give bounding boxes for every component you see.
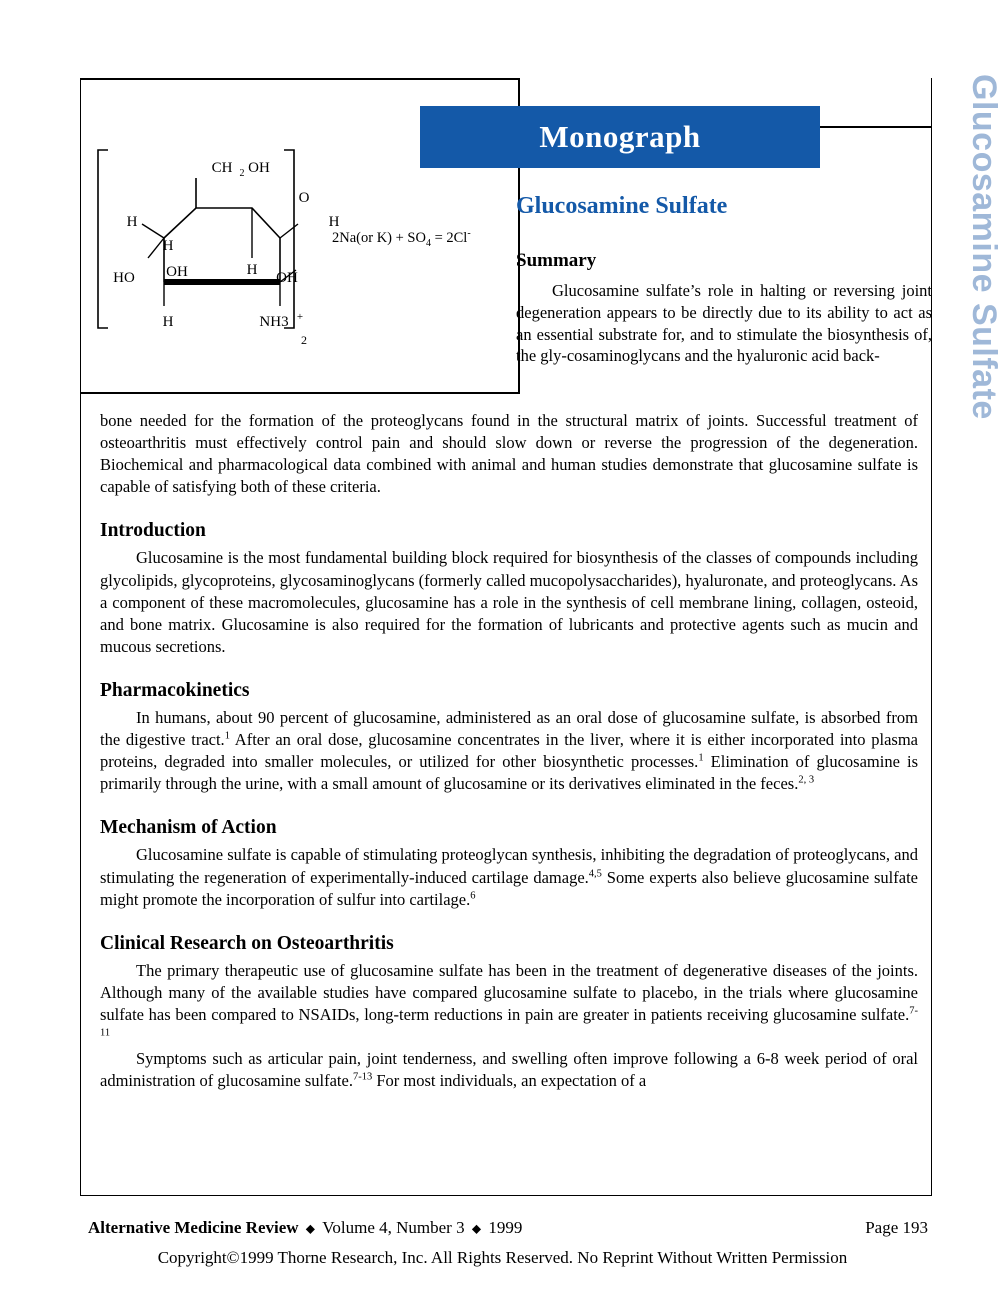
label-h-bottom: H — [162, 314, 174, 330]
section-heading-mechanism-of-action: Mechanism of Action — [100, 817, 277, 839]
structure-svg — [84, 130, 514, 388]
footer-journal-line — [88, 1218, 522, 1238]
article-title: Glucosamine Sulfate — [516, 193, 728, 219]
section-paragraph-mechanism-1: Glucosamine sulfate is capable of stimulating proteoglycan synthesis, inhibiting the degradation of proteoglycans, and stimulating the regeneration of experimentally-induced cartilage damage.$^{4,5}$ Some experts also believe glucosamine sulfate might promote the incorporation of sulfur into cartilage.$^6$ — [100, 845, 918, 909]
label-h-inner-left: H — [162, 238, 174, 254]
label-h-left: H — [126, 214, 138, 230]
chemical-structure-figure — [84, 130, 514, 388]
counterion-formula: 2Na(or $K) + SO_4 = 2Cl^-$ — [332, 228, 471, 249]
summary-column-text: Glucosamine sulfate’s role in halting or reversing joint degeneration appears to be directly due to its ability to act as an essential substrate for, and to stimulate the biosynthesis of, the gly-cosaminoglycans and the hyaluronic acid back- — [516, 281, 932, 366]
page-footer — [88, 1218, 928, 1238]
side-running-title: Glucosamine Sulfate — [965, 74, 1003, 420]
label-h-mid: H — [246, 262, 258, 278]
diamond-icon: ◆ — [302, 1221, 319, 1236]
structure-box-bottom-edge — [80, 392, 520, 394]
label-oh-left: OH — [166, 264, 188, 280]
label-ho: HO — [113, 270, 135, 286]
label-ring-oxygen: O — [298, 190, 310, 206]
footer-journal-name: Alternative Medicine Review — [88, 1218, 299, 1237]
section-paragraph-pharmacokinetics-1: In humans, about 90 percent of glucosamine, administered as an oral dose of glucosamine sulfate, is absorbed from the digestive tract.$^1$ After an oral dose, glucosamine concentrates in the liver, where it is either incorporated into plasma proteins, degraded into smaller molecules, or utilized for other biosynthetic processes.$^1$ Elimination of glucosamine is primarily through the urine, with a small amount of glucosamine or its derivatives eliminated in the feces.$^{2, 3}$ — [100, 707, 918, 794]
section-paragraph-clinical-1: The primary therapeutic use of glucosamine sulfate has been in the treatment of degenerative diseases of the joints. Although many of the available studies have compared glucosamine sulfate to placebo, in the trials where glucosamine sulfate has been compared to NSAIDs, long-term reductions in pain are greater in patients receiving glucosamine sulfate.$^{7-11}$ — [100, 960, 918, 1039]
label-nh3: NH3 — [259, 314, 289, 330]
summary-heading: Summary — [516, 250, 597, 271]
section-heading-clinical-research: Clinical Research on Osteoarthritis — [100, 932, 394, 954]
svg-text:OH: OH — [248, 160, 270, 176]
footer-year: 1999 — [488, 1218, 523, 1237]
label-oh-right: OH — [276, 270, 298, 286]
footer-volume: Volume 4, Number 3 — [322, 1218, 465, 1237]
monograph-banner: Monograph — [420, 106, 820, 168]
page-frame-top-left — [80, 78, 520, 80]
footer-page-number: Page 193 — [865, 1218, 928, 1237]
svg-text:2: 2 — [239, 168, 245, 179]
summary-continuation: bone needed for the formation of the proteoglycans found in the structural matrix of joints. Successful treatment of osteoarthritis must effectively control pain and should slow down or reverse the progression of the degeneration. Biochemical and pharmacological data combined with animal and human studies demonstrate that glucosamine sulfate is capable of satisfying both of these criteria. — [100, 411, 918, 497]
section-paragraph-introduction-1: Glucosamine is the most fundamental building block required for biosynthesis of the classes of compounds including glycolipids, glycoproteins, glycosaminoglycans (formerly called mucopolysaccharides), hyaluronate, and proteoglycans. As a component of these macromolecules, glucosamine has a role in the synthesis of cell membrane lining, collagen, osteoid, and bone matrix. Glucosamine is also required for the formation of lubricants and protective agents such as mucin and mucous secretions. — [100, 548, 918, 656]
article-body — [100, 410, 918, 1092]
label-h-right: H — [328, 214, 340, 230]
svg-text:+: + — [296, 311, 304, 323]
section-heading-pharmacokinetics: Pharmacokinetics — [100, 679, 250, 701]
section-heading-introduction: Introduction — [100, 520, 206, 542]
page-frame-top-right — [820, 126, 932, 128]
diamond-icon-2: ◆ — [468, 1221, 485, 1236]
section-paragraph-clinical-2: Symptoms such as articular pain, joint tenderness, and swelling often improve following a 6-8 week period of oral administration of glucosamine sulfate.$^{7-13}$ For most individuals, an expectation of a — [100, 1049, 918, 1091]
label-ch2oh: CH — [211, 160, 233, 176]
footer-copyright: Copyright©1999 Thorne Research, Inc. All Rights Reserved. No Reprint Without Written Permission — [157, 1248, 848, 1267]
label-bracket-subscript: 2 — [301, 333, 307, 347]
